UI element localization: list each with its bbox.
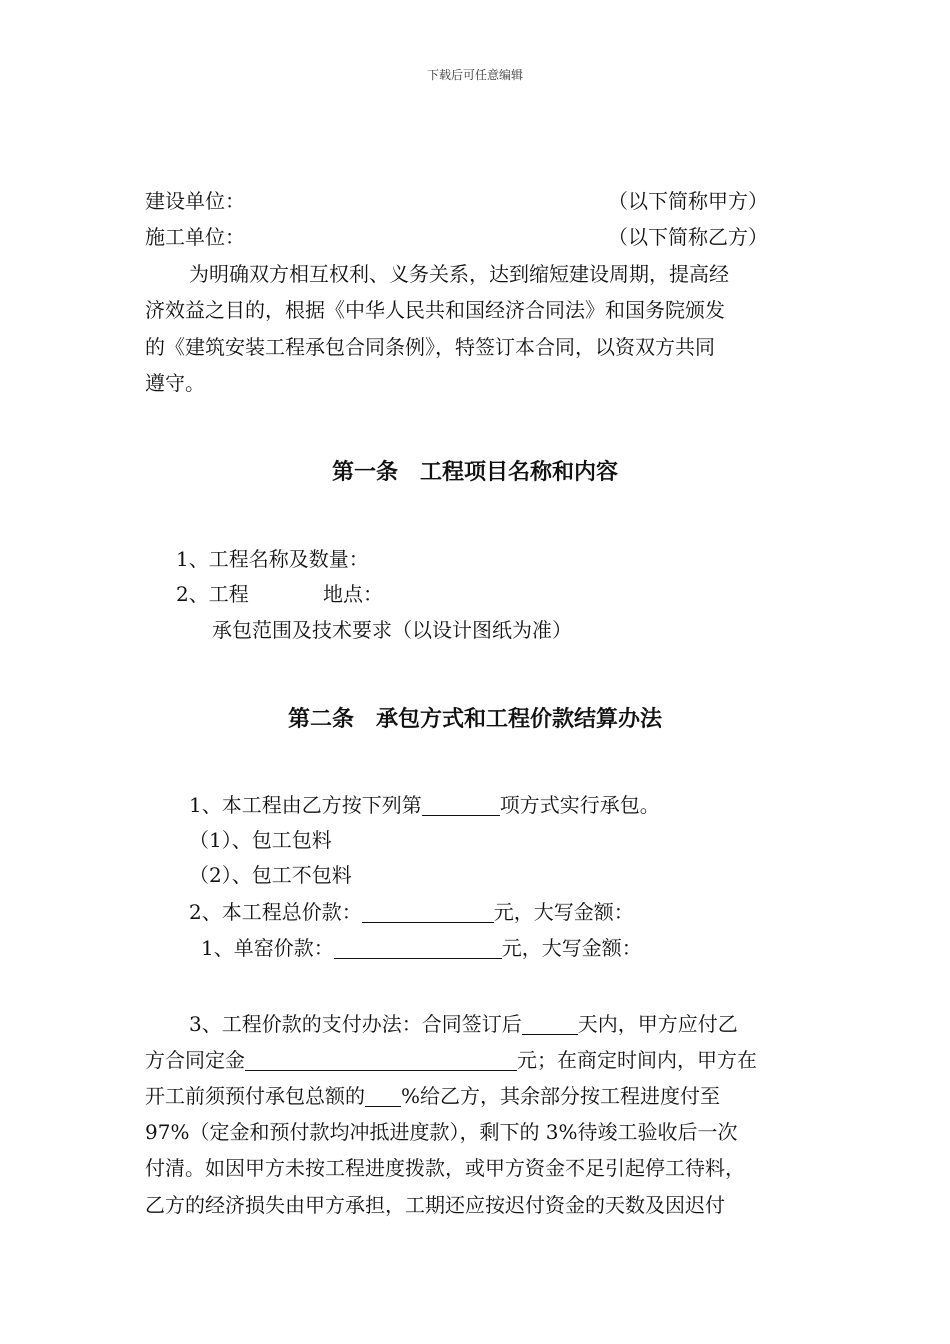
article-2-total-price bbox=[189, 894, 634, 930]
blank-deposit bbox=[245, 1048, 517, 1071]
total-price-post: 元，大写金额： bbox=[493, 900, 634, 924]
payment-line-2-pre: 方合同定金 bbox=[145, 1048, 245, 1072]
article-2-item-1 bbox=[189, 787, 660, 823]
payment-line-5: 付清。如因甲方未按工程进度拨款，或甲方资金不足引起停工待料， bbox=[145, 1156, 745, 1180]
article-2-item-1-pre: 1、本工程由乙方按下列第 bbox=[189, 793, 422, 817]
preamble-line-4: 遵守。 bbox=[145, 371, 205, 395]
preamble-line-2: 济效益之目的，根据《中华人民共和国经济合同法》和国务院颁发 bbox=[145, 298, 725, 322]
payment-line-1-pre: 3、工程价款的支付办法：合同签订后 bbox=[189, 1012, 522, 1036]
party-a-label: 建设单位： bbox=[145, 189, 245, 213]
blank-total-price bbox=[362, 900, 494, 923]
article-2-option-1: （1）、包工包料 bbox=[189, 828, 332, 852]
unit-price-post: 元，大写金额： bbox=[501, 936, 642, 960]
party-b-note: （以下简称乙方） bbox=[608, 225, 768, 249]
blank-method-number bbox=[422, 793, 500, 816]
article-1-heading: 第一条 工程项目名称和内容 bbox=[331, 460, 618, 485]
payment-line-3 bbox=[145, 1078, 720, 1114]
party-b-label: 施工单位： bbox=[145, 225, 245, 249]
payment-line-4: 97%（定金和预付款均冲抵进度款），剩下的 3%待竣工验收后一次 bbox=[145, 1120, 738, 1144]
article-1-scope: 承包范围及技术要求（以设计图纸为准） bbox=[212, 618, 572, 642]
blank-unit-price bbox=[334, 936, 502, 959]
article-2-item-1-post: 项方式实行承包。 bbox=[499, 793, 660, 817]
payment-line-3-pre: 开工前须预付承包总额的 bbox=[145, 1084, 365, 1108]
preamble-line-1: 为明确双方相互权利、义务关系，达到缩短建设周期，提高经 bbox=[189, 262, 729, 286]
article-2-option-2: （2）、包工不包料 bbox=[189, 863, 352, 887]
article-2-heading: 第二条 承包方式和工程价款结算办法 bbox=[287, 707, 662, 732]
article-2-unit-price bbox=[201, 930, 642, 966]
payment-line-6: 乙方的经济损失由甲方承担，工期还应按迟付资金的天数及因迟付 bbox=[145, 1193, 725, 1217]
article-1-item-1: 1、工程名称及数量： bbox=[176, 547, 369, 571]
payment-line-3-post: %给乙方，其余部分按工程进度付至 bbox=[401, 1084, 721, 1108]
article-1-item-2a: 2、工程 bbox=[176, 582, 249, 606]
payment-line-2 bbox=[145, 1042, 757, 1078]
page-header-note: 下载后可任意编辑 bbox=[426, 68, 523, 82]
payment-line-1 bbox=[189, 1006, 738, 1042]
unit-price-pre: 1、单窑价款： bbox=[201, 936, 334, 960]
article-1-item-2b: 地点： bbox=[323, 582, 383, 606]
preamble-line-3: 的《建筑安装工程承包合同条例》，特签订本合同，以资双方共同 bbox=[145, 335, 715, 359]
party-a-note: （以下简称甲方） bbox=[608, 189, 768, 213]
payment-line-2-post: 元；在商定时间内，甲方在 bbox=[517, 1048, 757, 1072]
total-price-pre: 2、本工程总价款： bbox=[189, 900, 362, 924]
blank-percent bbox=[365, 1084, 401, 1107]
blank-days bbox=[522, 1012, 578, 1035]
payment-line-1-post: 天内，甲方应付乙 bbox=[577, 1012, 738, 1036]
